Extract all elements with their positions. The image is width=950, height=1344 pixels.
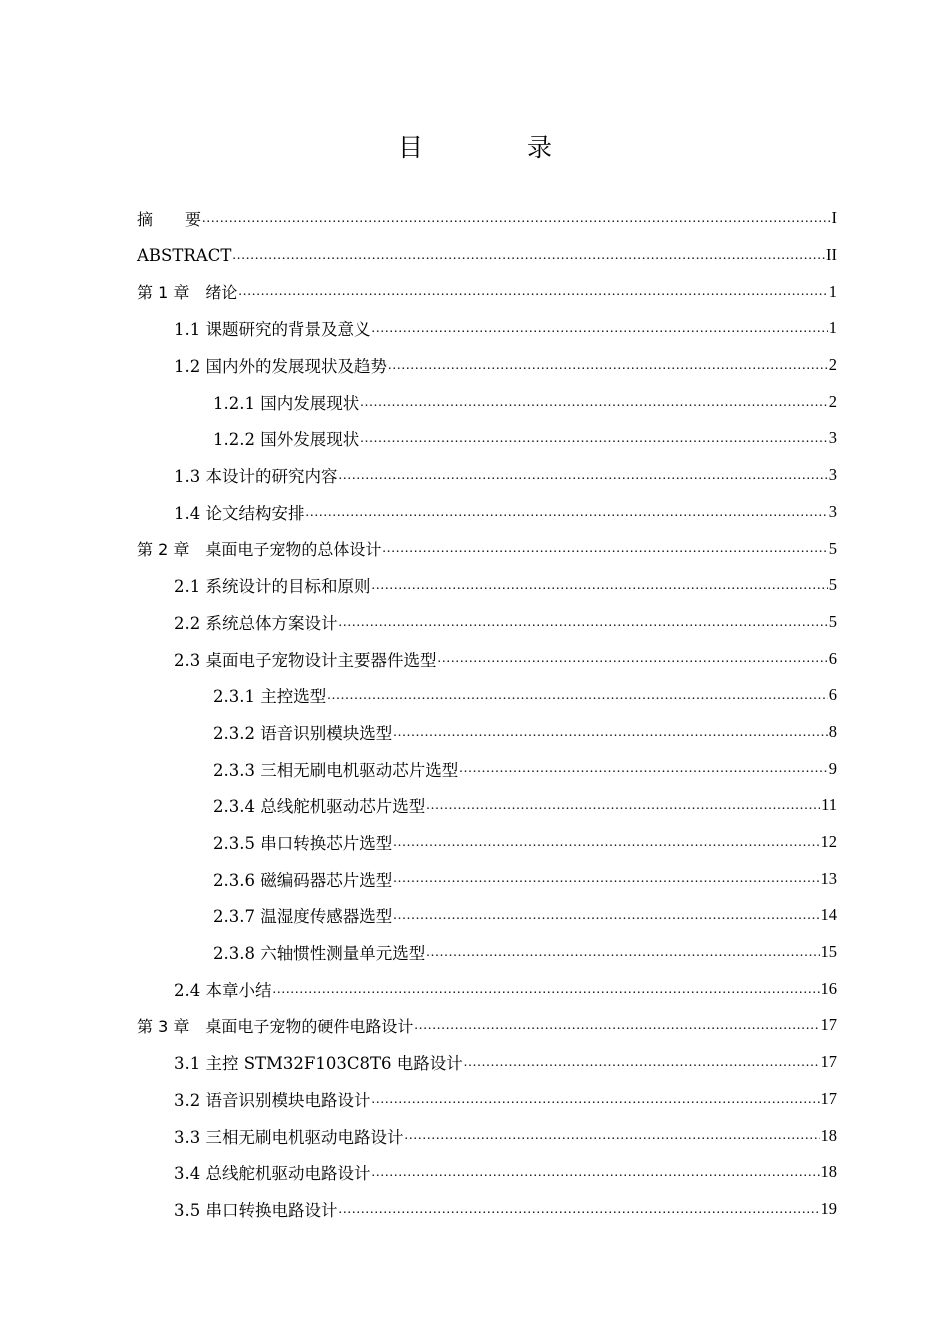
toc-entry-label: 2.3.1 主控选型: [213, 687, 327, 707]
dot-leader: [393, 905, 819, 926]
toc-entry-page-number: 3: [828, 465, 837, 485]
toc-entry-page-number: 9: [828, 758, 837, 778]
toc-entry[interactable]: [137, 824, 837, 861]
toc-entry-page-number: I: [831, 208, 837, 228]
dot-leader: [393, 721, 828, 742]
dot-leader: [232, 244, 825, 265]
dot-leader: [393, 868, 819, 889]
toc-entry-page-number: II: [826, 245, 837, 265]
toc-entry-label: 第 3 章 桌面电子宠物的硬件电路设计: [137, 1016, 414, 1036]
dot-leader: [426, 941, 819, 962]
toc-entry-page-number: 12: [820, 832, 837, 852]
toc-entry-label: 摘 要: [137, 209, 202, 229]
toc-entry-page-number: 15: [820, 942, 837, 962]
dot-leader: [339, 611, 828, 632]
dot-leader: [464, 1051, 820, 1072]
toc-entry-label: 2.3 桌面电子宠物设计主要器件选型: [174, 650, 437, 670]
toc-entry[interactable]: [137, 1044, 837, 1081]
toc-entry-label: ABSTRACT: [137, 245, 232, 265]
toc-entry-label: 3.5 串口转换电路设计: [174, 1200, 338, 1220]
dot-leader: [372, 1162, 820, 1183]
dot-leader: [372, 318, 828, 339]
dot-leader: [238, 281, 827, 302]
toc-entry-page-number: 1: [828, 281, 837, 301]
dot-leader: [426, 795, 820, 816]
toc-entry[interactable]: [137, 383, 837, 420]
toc-entry[interactable]: [137, 677, 837, 714]
toc-entry-label: 2.3.2 语音识别模块选型: [213, 723, 393, 743]
dot-leader: [339, 1198, 820, 1219]
toc-entry-label: 2.3.7 温湿度传感器选型: [213, 907, 393, 927]
toc-entry[interactable]: [137, 310, 837, 347]
dot-leader: [438, 648, 828, 669]
dot-leader: [459, 758, 828, 779]
toc-entry-page-number: 18: [820, 1162, 837, 1182]
toc-entry[interactable]: [137, 640, 837, 677]
toc-entry[interactable]: [137, 714, 837, 751]
dot-leader: [405, 1125, 820, 1146]
toc-entry-page-number: 3: [828, 501, 837, 521]
toc-entry[interactable]: [137, 237, 837, 274]
dot-leader: [339, 464, 828, 485]
toc-entry-page-number: 5: [828, 538, 837, 558]
toc-entry-label: 1.2.2 国外发展现状: [213, 430, 360, 450]
toc-entry-label: 2.3.3 三相无刷电机驱动芯片选型: [213, 760, 459, 780]
dot-leader: [327, 685, 828, 706]
toc-entry-page-number: 6: [828, 685, 837, 705]
toc-entry-label: 第 1 章 绪论: [137, 283, 238, 303]
toc-entry[interactable]: [137, 1117, 837, 1154]
toc-entry[interactable]: [137, 1191, 837, 1228]
toc-entry[interactable]: [137, 347, 837, 384]
toc-entry-label: 1.1 课题研究的背景及意义: [174, 320, 371, 340]
dot-leader: [360, 428, 828, 449]
dot-leader: [360, 391, 828, 412]
toc-entry[interactable]: [137, 1081, 837, 1118]
toc-entry-page-number: 2: [828, 355, 837, 375]
table-of-contents: [137, 200, 837, 1227]
toc-entry-label: 2.4 本章小结: [174, 980, 272, 1000]
toc-entry-label: 3.1 主控 STM32F103C8T6 电路设计: [174, 1054, 463, 1074]
toc-entry[interactable]: [137, 530, 837, 567]
dot-leader: [414, 1015, 819, 1036]
toc-entry-page-number: 1: [828, 318, 837, 338]
toc-entry-label: 2.3.4 总线舵机驱动芯片选型: [213, 797, 426, 817]
toc-entry-page-number: 17: [820, 1088, 837, 1108]
toc-entry-page-number: 14: [820, 905, 837, 925]
toc-entry[interactable]: [137, 897, 837, 934]
toc-entry-label: 2.3.6 磁编码器芯片选型: [213, 870, 393, 890]
toc-entry-page-number: 19: [820, 1198, 837, 1218]
toc-entry-label: 2.1 系统设计的目标和原则: [174, 577, 371, 597]
dot-leader: [372, 575, 828, 596]
toc-entry-label: 1.2.1 国内发展现状: [213, 393, 360, 413]
dot-leader: [306, 501, 828, 522]
toc-entry-page-number: 3: [828, 428, 837, 448]
toc-entry[interactable]: [137, 420, 837, 457]
toc-entry[interactable]: [137, 970, 837, 1007]
toc-entry[interactable]: [137, 273, 837, 310]
toc-entry[interactable]: [137, 457, 837, 494]
dot-leader: [393, 831, 819, 852]
toc-entry-label: 3.4 总线舵机驱动电路设计: [174, 1164, 371, 1184]
dot-leader: [273, 978, 820, 999]
toc-entry-page-number: 5: [828, 611, 837, 631]
dot-leader: [372, 1088, 820, 1109]
toc-title: 目 录: [398, 133, 600, 162]
dot-leader: [382, 538, 827, 559]
toc-entry[interactable]: [137, 1154, 837, 1191]
toc-entry-page-number: 17: [820, 1052, 837, 1072]
toc-entry[interactable]: [137, 567, 837, 604]
toc-entry-label: 3.3 三相无刷电机驱动电路设计: [174, 1127, 404, 1147]
toc-entry-page-number: 8: [828, 721, 837, 741]
toc-entry-page-number: 5: [828, 575, 837, 595]
toc-entry-label: 第 2 章 桌面电子宠物的总体设计: [137, 540, 382, 560]
toc-entry-page-number: 6: [828, 648, 837, 668]
toc-entry-label: 1.4 论文结构安排: [174, 503, 305, 523]
toc-entry[interactable]: [137, 604, 837, 641]
toc-entry[interactable]: [137, 860, 837, 897]
toc-entry-label: 2.3.8 六轴惯性测量单元选型: [213, 944, 426, 964]
toc-entry[interactable]: [137, 934, 837, 971]
toc-entry-page-number: 11: [821, 795, 837, 815]
toc-entry-label: 1.3 本设计的研究内容: [174, 467, 338, 487]
toc-entry-page-number: 2: [828, 391, 837, 411]
toc-entry-label: 2.2 系统总体方案设计: [174, 613, 338, 633]
toc-entry[interactable]: [137, 750, 837, 787]
toc-entry-page-number: 16: [820, 978, 837, 998]
toc-entry[interactable]: [137, 494, 837, 531]
toc-entry[interactable]: [137, 200, 837, 237]
toc-entry[interactable]: [137, 787, 837, 824]
toc-entry-page-number: 13: [820, 868, 837, 888]
toc-entry-label: 1.2 国内外的发展现状及趋势: [174, 357, 387, 377]
dot-leader: [388, 354, 828, 375]
dot-leader: [202, 208, 830, 229]
toc-entry-label: 2.3.5 串口转换芯片选型: [213, 834, 393, 854]
toc-entry[interactable]: [137, 1007, 837, 1044]
toc-entry-page-number: 17: [820, 1015, 837, 1035]
toc-entry-page-number: 18: [820, 1125, 837, 1145]
toc-entry-label: 3.2 语音识别模块电路设计: [174, 1090, 371, 1110]
